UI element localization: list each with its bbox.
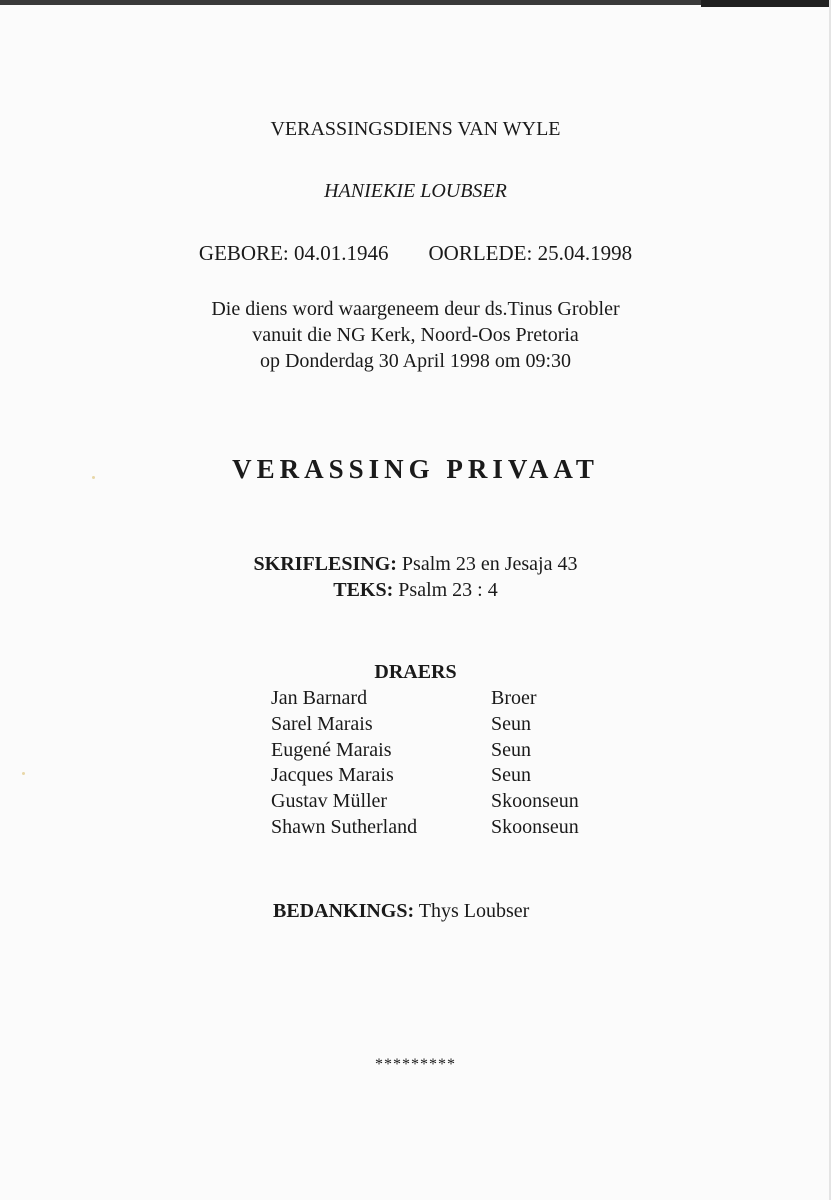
life-dates [0,240,831,266]
sermon-text-value: Psalm 23 : 4 [398,579,498,601]
service-location: vanuit die NG Kerk, Noord-Oos Pretoria [252,324,579,346]
acknowledgements-value: Thys Loubser [418,900,530,922]
bearer-name: Jacques Marais [271,764,394,787]
service-datetime: op Donderdag 30 April 1998 om 09:30 [259,350,572,372]
private-cremation-notice: VERASSING PRIVAAT [232,454,599,484]
acknowledgements-label: BEDANKINGS: [273,900,415,922]
scripture-reading-value: Psalm 23 en Jesaja 43 [401,553,578,575]
scan-top-edge-dark [701,0,831,7]
service-title: VERASSINGSDIENS VAN WYLE [270,118,561,140]
death-date: OORLEDE: 25.04.1998 [428,241,633,265]
acknowledgements [273,898,529,924]
scripture-reading [0,551,831,577]
bearer-relation: Broer [491,687,537,709]
list-item [271,763,611,789]
bearer-name: Eugené Marais [271,738,392,761]
list-item [271,686,611,712]
bearer-relation: Skoonseun [491,790,579,813]
service-details [0,296,831,374]
scripture-reading-label: SKRIFLESING: [253,553,397,575]
service-officiant: Die diens word waargeneem deur ds.Tinus Grobler [211,298,620,320]
sermon-text [0,577,831,603]
deceased-name: HANIEKIE LOUBSER [324,180,507,202]
bearer-relation: Seun [491,738,531,761]
sermon-text-label: TEKS: [333,579,394,601]
bearer-name: Shawn Sutherland [271,815,418,838]
bearer-relation: Seun [491,712,531,735]
bearer-name: Jan Barnard [271,687,368,709]
pallbearers-heading: DRAERS [374,661,457,683]
bearer-name: Gustav Müller [271,790,388,813]
bearer-name: Sarel Marais [271,712,373,735]
pallbearers-list [271,686,611,841]
list-item [271,738,611,764]
birth-date: GEBORE: 04.01.1946 [198,241,389,265]
bearer-relation: Skoonseun [491,815,579,838]
list-item [271,712,611,738]
list-item [271,789,611,815]
closing-divider: ********* [375,1056,456,1073]
list-item [271,815,611,841]
paper-speck [22,772,25,775]
bearer-relation: Seun [491,764,531,787]
